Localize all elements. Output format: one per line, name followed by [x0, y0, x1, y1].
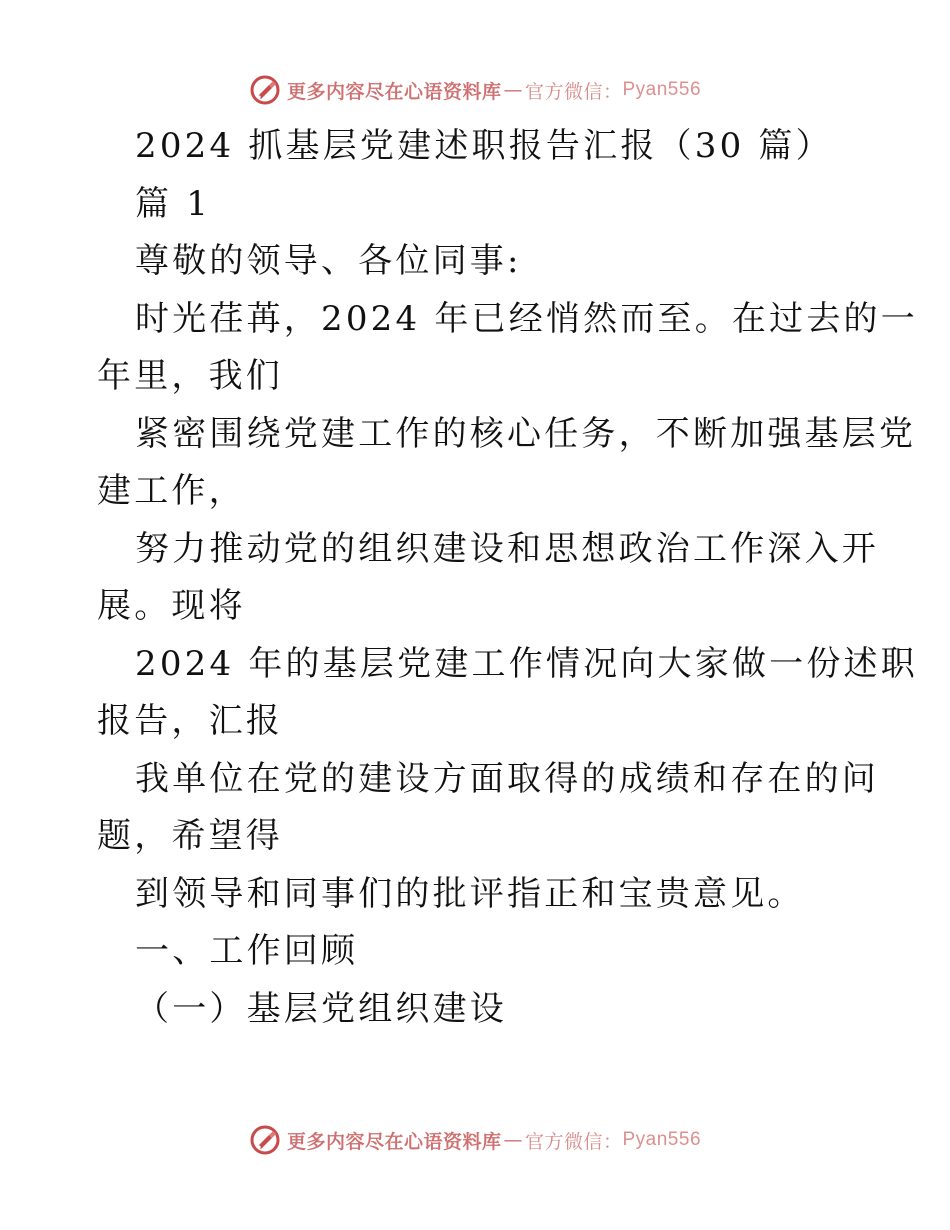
- paragraph-line: 努力推动党的组织建设和思想政治工作深入开: [135, 528, 879, 569]
- header-watermark: [0, 70, 950, 110]
- footer-watermark: [0, 1120, 950, 1160]
- pen-logo-icon: [249, 1124, 281, 1156]
- watermark-account: Pyan556: [622, 79, 702, 100]
- subsection-heading: （一）基层党组织建设: [135, 988, 507, 1029]
- paragraph-line: 我单位在党的建设方面取得的成绩和存在的问: [135, 758, 879, 799]
- watermark-label: 官方微信：: [524, 80, 623, 103]
- paragraph-line: 年里，我们: [97, 356, 283, 396]
- paragraph-line: 建工作，: [97, 471, 246, 511]
- paragraph-line: 时光荏苒，2024 年已经悄然而至。在过去的一: [135, 298, 918, 339]
- paragraph-line: 题，希望得: [97, 816, 283, 856]
- watermark-site-name: 更多内容尽在心语资料库: [286, 80, 502, 103]
- document-title: 2024 抓基层党建述职报告汇报（30 篇）: [135, 126, 833, 166]
- section-heading: 一、工作回顾: [135, 931, 359, 971]
- paragraph-line: 2024 年的基层党建工作情况向大家做一份述职: [135, 643, 918, 684]
- salutation: 尊敬的领导、各位同事:: [135, 241, 522, 281]
- watermark-label: 官方微信：: [524, 1130, 623, 1153]
- paragraph-line: 紧密围绕党建工作的核心任务，不断加强基层党: [135, 413, 917, 454]
- section-label: 篇 1: [135, 183, 212, 224]
- paragraph-line: 展。现将: [97, 586, 246, 626]
- watermark-separator: —: [503, 1129, 523, 1151]
- document-body: [97, 118, 918, 1038]
- paragraph-line: 到领导和同事们的批评指正和宝贵意见。: [135, 873, 805, 914]
- watermark-separator: —: [503, 79, 523, 101]
- paragraph-line: 报告，汇报: [97, 701, 283, 741]
- watermark-site-name: 更多内容尽在心语资料库: [286, 1130, 502, 1153]
- watermark-account: Pyan556: [622, 1129, 702, 1150]
- pen-logo-icon: [249, 74, 281, 106]
